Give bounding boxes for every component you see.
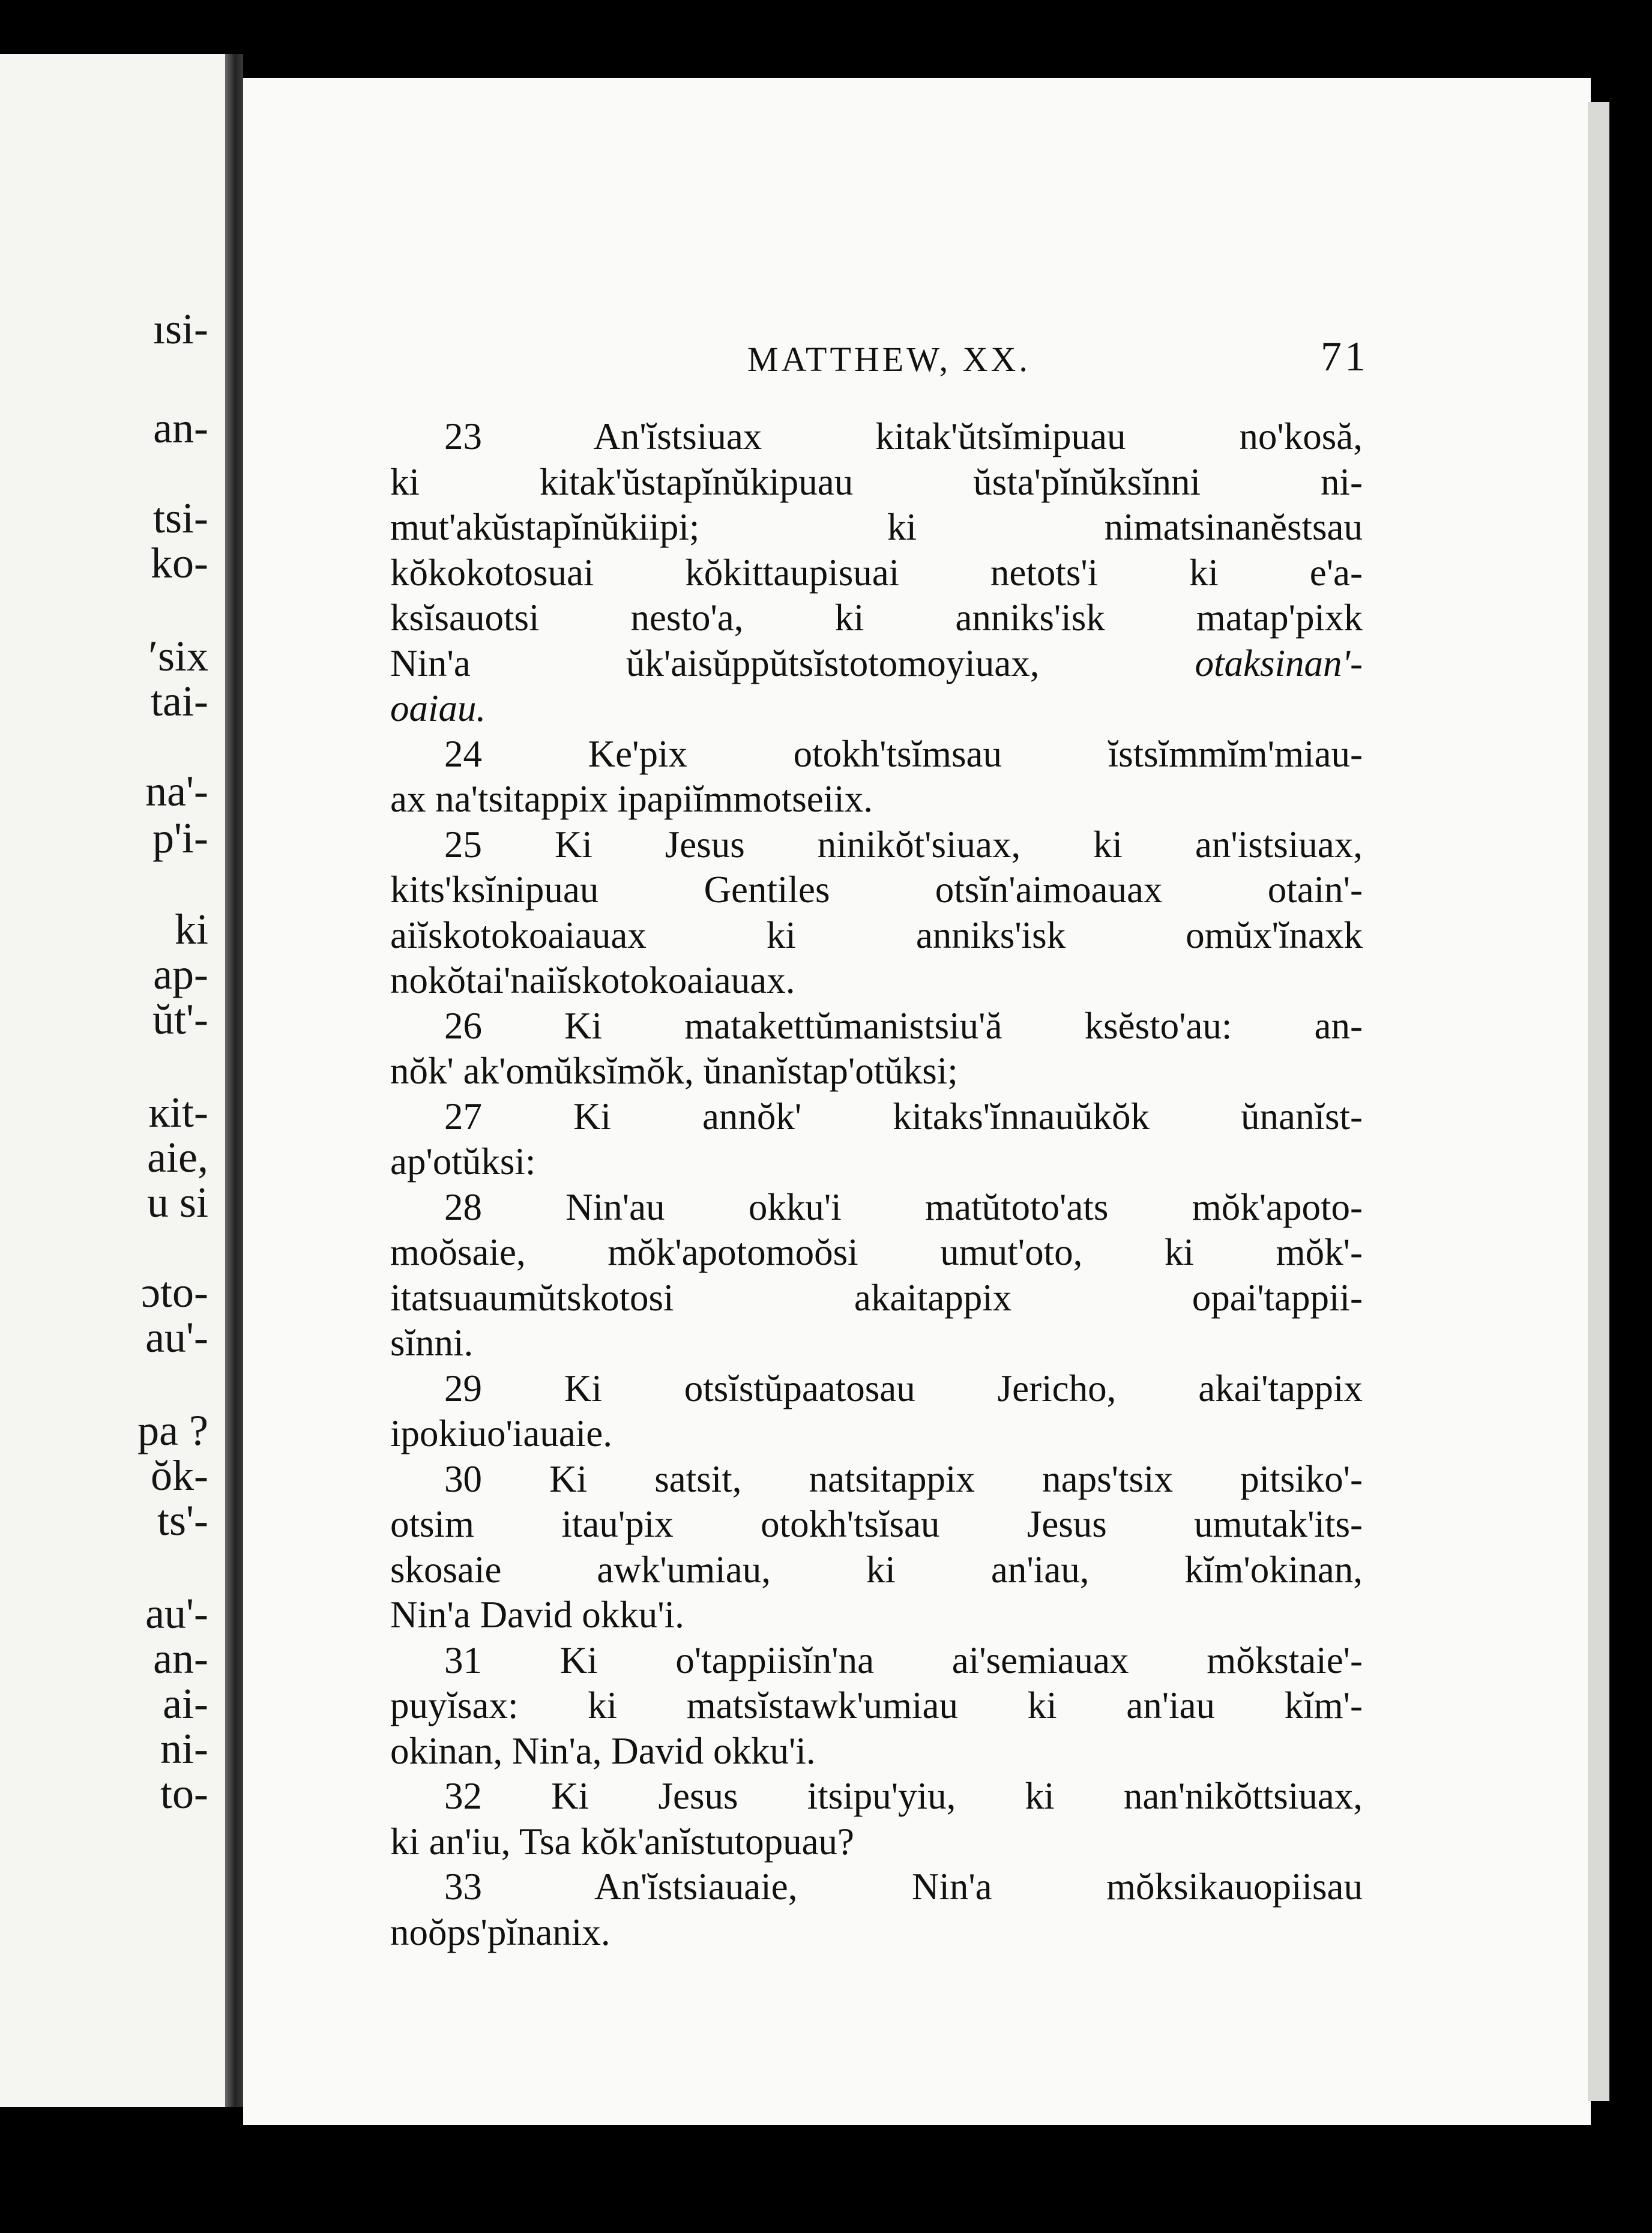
page-number: 71: [1321, 334, 1369, 380]
facing-page-fragment: tai-: [151, 677, 208, 725]
facing-page: [0, 54, 225, 2107]
verse-line: sĭnni.: [390, 1322, 474, 1364]
facing-page-fragment: au'-: [145, 1590, 208, 1638]
verse-first-line: 31 Ki o'tappiisĭn'na ai'semiauax mŏkstaie'-: [444, 1639, 1363, 1681]
verse-line: nokŏtai'naiĭskotokoaiauax.: [390, 959, 795, 1001]
verse-line: puyĭsax: ki matsĭstawk'umiau ki an'iau kĭm'-: [390, 1684, 1363, 1726]
verse-text-block: [390, 414, 1363, 1955]
verse-line: kŏkokotosuai kŏkittaupisuai netots'i ki e'a-: [390, 551, 1363, 594]
running-title: MATTHEW, XX.: [747, 340, 1031, 379]
facing-page-fragment: au'-: [145, 1313, 208, 1361]
verse-line: Nin'a ŭk'aisŭppŭtsĭstotomoyiuax, otaksinan'-: [390, 642, 1363, 684]
verse-line: ki an'iu, Tsa kŏk'anĭstutopuau?: [390, 1820, 855, 1863]
facing-page-fragment: ŏk-: [151, 1451, 208, 1499]
facing-page-fragment: ŭt'-: [152, 995, 208, 1043]
verse-line: ki kitak'ŭstapĭnŭkipuau ŭsta'pĭnŭksĭnni ni-: [390, 460, 1363, 503]
facing-page-fragment: an-: [153, 404, 208, 452]
verse-first-line: 32 Ki Jesus itsipu'yiu, ki nan'nikŏttsiuax,: [444, 1775, 1363, 1817]
facing-page-fragment: ni-: [160, 1725, 208, 1773]
facing-page-fragment: pa ?: [137, 1406, 208, 1454]
verse-first-line: 29 Ki otsĭstŭpaatosau Jericho, akai'tappix: [444, 1367, 1363, 1409]
facing-page-fragment: ko-: [151, 539, 208, 587]
verse-line: oaiau.: [390, 687, 486, 729]
page-edge: [1588, 102, 1609, 2101]
verse-line: aiĭskotokoaiauax ki anniks'isk omŭx'ĭnaxk: [390, 914, 1363, 956]
verse-line: skosaie awk'umiau, ki an'iau, kĭm'okinan,: [390, 1548, 1363, 1591]
verse-line: nŏk' ak'omŭksĭmŏk, ŭnanĭstap'otŭksi;: [390, 1050, 958, 1092]
facing-page-fragment: an-: [153, 1635, 208, 1683]
verse-first-line: 26 Ki matakettŭmanistsiu'ă ksĕsto'au: an-: [444, 1004, 1363, 1047]
facing-page-fragment: u si: [146, 1178, 208, 1226]
facing-page-fragment: ki: [174, 905, 208, 953]
verse-line: moŏsaie, mŏk'apotomoŏsi umut'oto, ki mŏk'-: [390, 1231, 1363, 1273]
verse-line: ipokiuo'iauaie.: [390, 1412, 613, 1454]
verse-line: itatsuaumŭtskotosi akaitappix opai'tappii-: [390, 1276, 1363, 1319]
verse-line: mut'akŭstapĭnŭkiipi; ki nimatsinanĕstsau: [390, 506, 1363, 548]
verse-line: Nin'a David okku'i.: [390, 1594, 684, 1636]
facing-page-fragment: aie,: [147, 1133, 208, 1181]
facing-page-fragment: ap-: [153, 950, 208, 998]
running-head: [243, 267, 1591, 380]
facing-page-fragment: ts'-: [157, 1496, 208, 1544]
verse-line: ksĭsauotsi nesto'a, ki anniks'isk matap'pixk: [390, 597, 1363, 639]
facing-page-fragment: na'-: [145, 767, 208, 815]
verse-first-line: 27 Ki annŏk' kitaks'ĭnnauŭkŏk ŭnanĭst-: [444, 1095, 1363, 1138]
verse-first-line: 25 Ki Jesus ninikŏt'siuax, ki an'istsiuax,: [444, 823, 1363, 866]
verse-first-line: 30 Ki satsit, natsitappix naps'tsix pitsiko'-: [444, 1457, 1363, 1500]
facing-page-fragment: p'i-: [152, 814, 208, 862]
facing-page-fragment: ɔto-: [141, 1268, 208, 1316]
facing-page-fragment: tsi-: [152, 494, 208, 542]
verse-line: ax na'tsitappix ipapiĭmmotseiix.: [390, 778, 873, 820]
verse-first-line: 33 An'ĭstsiauaie, Nin'a mŏksikauopiisau: [444, 1866, 1363, 1908]
book-page: [243, 78, 1591, 2125]
facing-page-fragment: ısi-: [152, 305, 208, 353]
facing-page-fragment: ĸit-: [148, 1088, 208, 1136]
verse-line: noŏps'pĭnanix.: [390, 1911, 610, 1953]
facing-page-fragment: to-: [160, 1770, 208, 1818]
verse-line: ap'otŭksi:: [390, 1141, 536, 1183]
facing-page-fragment: ʹsix: [148, 632, 208, 680]
facing-page-fragment: ai-: [163, 1680, 208, 1728]
verse-line: okinan, Nin'a, David okku'i.: [390, 1729, 816, 1772]
verse-first-line: 28 Nin'au okku'i matŭtoto'ats mŏk'apoto-: [444, 1186, 1363, 1228]
verse-line: kits'ksĭnipuau Gentiles otsĭn'aimoauax otain'-: [390, 869, 1363, 911]
verse-first-line: 24 Ke'pix otokh'tsĭmsau ĭstsĭmmĭm'miau-: [444, 732, 1363, 775]
verse-line: otsim itau'pix otokh'tsĭsau Jesus umutak'its-: [390, 1503, 1363, 1545]
book-gutter: [225, 54, 243, 2107]
verse-first-line: 23 An'ĭstsiuax kitak'ŭtsĭmipuau no'kosă,: [444, 415, 1363, 457]
